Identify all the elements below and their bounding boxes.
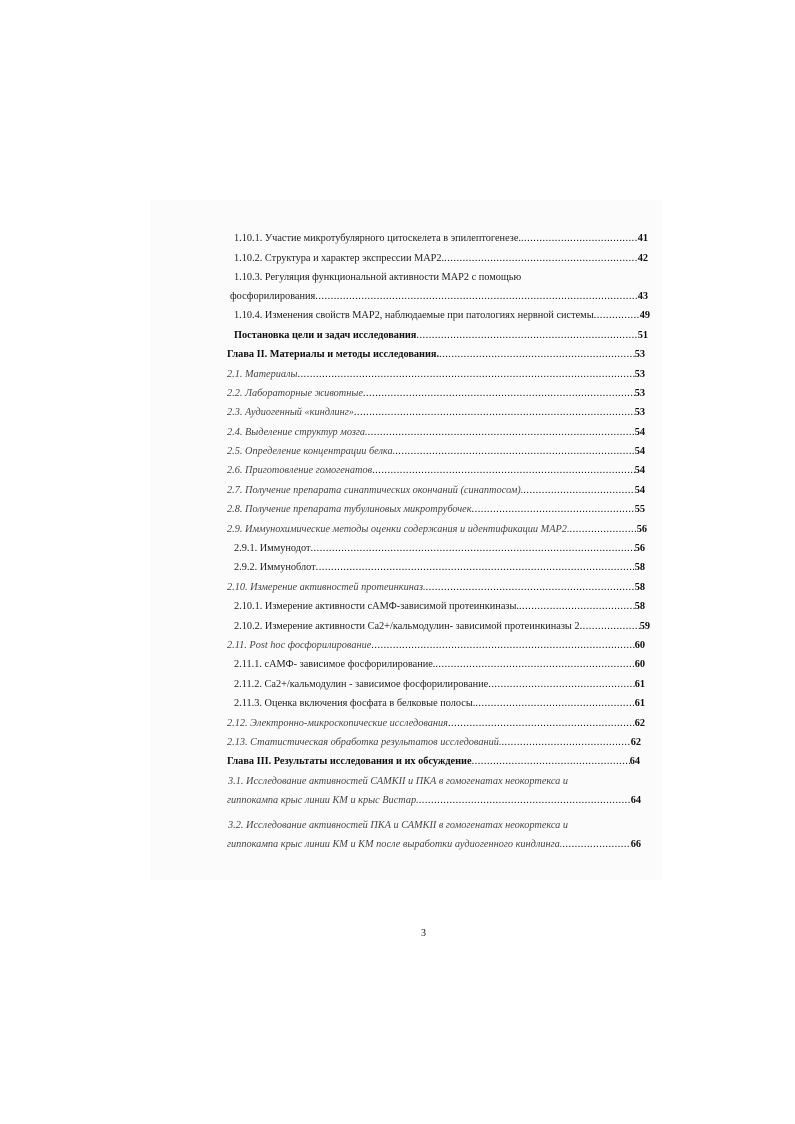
toc-entry	[234, 326, 648, 346]
toc-page-number: 64	[629, 756, 640, 767]
toc-leader-dots	[472, 500, 635, 520]
toc-entry-title: 1.10.3. Регуляция функциональной активности МАР2 с помощью	[234, 272, 522, 283]
toc-entry	[234, 655, 645, 675]
toc-page-number: 54	[634, 427, 645, 438]
toc-entry	[234, 675, 645, 695]
toc-leader-dots	[371, 636, 634, 656]
toc-page-number: 54	[634, 446, 645, 457]
toc-entry	[227, 791, 641, 811]
toc-leader-dots	[395, 442, 634, 462]
toc-entry-title: фосфорилирования	[230, 291, 316, 302]
toc-leader-dots	[368, 423, 635, 443]
toc-leader-dots	[448, 714, 635, 734]
toc-page-number: 60	[634, 640, 645, 651]
toc-entry-title: 3.1. Исследование активностей САМКII и ПКА в гомогенатах неокортекса и	[228, 776, 568, 787]
toc-entry	[227, 481, 645, 501]
toc-page-number: 43	[637, 291, 648, 302]
toc-page-number: 54	[634, 485, 645, 496]
toc-page-number: 62	[630, 737, 641, 748]
toc-leader-dots	[316, 558, 635, 578]
toc-entry	[234, 694, 645, 714]
toc-leader-dots	[444, 249, 638, 269]
toc-entry	[227, 423, 645, 443]
toc-entry	[234, 539, 645, 559]
toc-entry-title: Глава II. Материалы и методы исследования.	[227, 349, 440, 360]
toc-leader-dots	[435, 655, 634, 675]
toc-page-number: 56	[634, 543, 645, 554]
toc-page-number: 51	[637, 330, 648, 341]
toc-entry	[227, 461, 645, 481]
toc-leader-dots	[315, 287, 637, 307]
toc-leader-dots	[501, 733, 630, 753]
toc-page-number: 58	[634, 601, 645, 612]
toc-entry	[227, 733, 641, 753]
toc-entry	[227, 835, 641, 855]
toc-entry-title: 2.7. Получение препарата синаптических окончаний (синаптосом).	[227, 485, 524, 496]
toc-leader-dots	[419, 791, 631, 811]
toc-entry	[234, 558, 645, 578]
toc-entry-title: 2.6. Приготовление гомогенатов	[227, 465, 373, 476]
toc-entry	[227, 403, 645, 423]
toc-entry-title: 2.10.2. Измерение активности Са2+/кальмодулин- зависимой протеинкиназы 2	[234, 621, 580, 632]
toc-page-number: 64	[630, 795, 641, 806]
toc-entry-title: 1.10.2. Структура и характер экспрессии МАР2.	[234, 253, 445, 264]
toc-entry	[234, 306, 650, 326]
page-number: 3	[421, 928, 426, 939]
toc-entry-title: Глава III. Результаты исследования и их обсуждение	[227, 756, 472, 767]
toc-entry-title: 2.2. Лабораторные животные	[227, 388, 363, 399]
toc-leader-dots	[310, 539, 634, 559]
toc-entry-title: 2.9.1. Иммунодот	[234, 543, 311, 554]
toc-entry	[227, 714, 645, 734]
toc-entry-title: 2.10. Измерение активностей протеинкиназ.	[227, 582, 426, 593]
toc-entry	[227, 384, 645, 404]
toc-page-number: 42	[637, 253, 648, 264]
toc-page-number: 53	[634, 388, 645, 399]
toc-entry	[227, 636, 645, 656]
toc-page-number: 53	[634, 407, 645, 418]
toc-entry-title: 2.10.1. Измерение активности cАМФ-зависимой протеинкиназы.	[234, 601, 519, 612]
toc-entry	[227, 442, 645, 462]
toc-leader-dots	[416, 326, 637, 346]
toc-leader-dots	[472, 752, 630, 772]
toc-leader-dots	[488, 675, 634, 695]
toc-entry-title: Постановка цели и задач исследования	[234, 330, 417, 341]
toc-page-number: 59	[639, 621, 650, 632]
toc-entry	[227, 752, 640, 772]
toc-leader-dots	[475, 694, 634, 714]
toc-leader-dots	[594, 306, 640, 326]
toc-leader-dots	[426, 578, 635, 598]
toc-entry-title: 2.12. Электронно-микроскопические исследования	[227, 718, 448, 729]
toc-entry-title: 1.10.4. Изменения свойств МАР2, наблюдаемые при патологиях нервной системы	[234, 310, 594, 321]
toc-leader-dots	[580, 617, 640, 637]
toc-page-number: 53	[634, 349, 645, 360]
toc-entry-title: 2.11.3. Оценка включения фосфата в белковые полосы.	[234, 698, 476, 709]
toc-entry-title: 2.3. Аудиогенный «киндлинг»	[227, 407, 354, 418]
toc-page-number: 61	[634, 698, 645, 709]
toc-entry-title: 2.11. Post hoc фосфорилирование	[227, 640, 372, 651]
toc-page-number: 61	[634, 679, 645, 690]
toc-page-number: 62	[634, 718, 645, 729]
toc-entry	[227, 365, 645, 385]
toc-page-number: 41	[637, 233, 648, 244]
toc-page-number: 66	[630, 839, 641, 850]
toc-entry-title: 2.11.2. Са2+/кальмодулин - зависимое фосфорилирование	[234, 679, 489, 690]
toc-page-number: 58	[634, 582, 645, 593]
toc-entry-title: гиппокампа крыс линии КМ и крыс Вистар.	[227, 795, 419, 806]
toc-leader-dots	[363, 384, 635, 404]
toc-page-number: 55	[634, 504, 645, 515]
toc-entry	[227, 578, 645, 598]
toc-entry-title: гиппокампа крыс линии КМ и КМ после выработки аудиогенного киндлинга.	[227, 839, 563, 850]
toc-entry	[227, 345, 645, 365]
toc-entry-title: 2.1. Материалы	[227, 369, 298, 380]
toc-page-number: 56	[636, 524, 647, 535]
toc-leader-dots	[354, 403, 635, 423]
toc-entry-title: 2.4. Выделение структур мозга.	[227, 427, 368, 438]
toc-entry	[227, 520, 647, 540]
toc-entry	[234, 597, 645, 617]
toc-leader-dots	[521, 229, 638, 249]
toc-page-number: 54	[634, 465, 645, 476]
toc-entry-title: 2.8. Получение препарата тубулиновых микротрубочек	[227, 504, 472, 515]
toc-entry-title: 1.10.1. Участие микротубулярного цитоскелета в эпилептогенезе.	[234, 233, 521, 244]
toc-entry-title: 2.9. Иммунохимические методы оценки содержания и идентификации МАР2.	[227, 524, 570, 535]
toc-leader-dots	[298, 365, 635, 385]
toc-entry-title: 2.11.1. cАМФ- зависимое фосфорилирование.	[234, 659, 436, 670]
toc-page-number: 53	[634, 369, 645, 380]
toc-page-number: 60	[634, 659, 645, 670]
toc-leader-dots	[439, 345, 635, 365]
toc-entry	[234, 617, 650, 637]
toc-entry	[227, 500, 645, 520]
toc-page-number: 58	[634, 562, 645, 573]
toc-entry-title: 2.9.2. Иммуноблот	[234, 562, 316, 573]
toc-leader-dots	[562, 835, 630, 855]
toc-page-number: 49	[639, 310, 650, 321]
toc-entry-title: 2.13. Статистическая обработка результатов исследований.	[227, 737, 502, 748]
toc-leader-dots	[570, 520, 637, 540]
toc-leader-dots	[372, 461, 635, 481]
toc-entry	[234, 229, 648, 249]
toc-entry-title: 2.5. Определение концентрации белка.	[227, 446, 396, 457]
toc-entry	[234, 249, 648, 269]
toc-leader-dots	[523, 481, 634, 501]
toc-entry-title: 3.2. Исследование активностей ПКА и САМКII в гомогенатах неокортекса и	[228, 820, 568, 831]
toc-entry	[230, 287, 648, 307]
toc-leader-dots	[519, 597, 635, 617]
